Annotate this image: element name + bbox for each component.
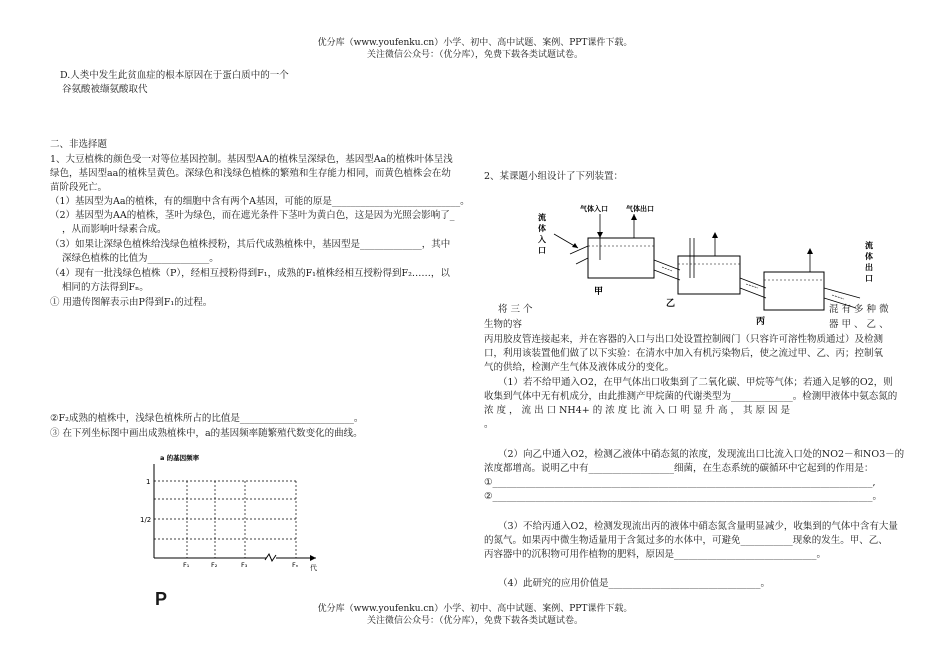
option-d-line2: 谷氨酸被缬氨酸取代	[62, 84, 148, 95]
pipe-yi-bing	[740, 278, 766, 298]
q2-title: 2、某课题小组设计了下列装置：	[484, 171, 624, 182]
page-footer-line1: 优分库（www.youfenku.cn）小学、初中、高中试题、案例、PPT课件下载。	[317, 604, 633, 614]
q1-sub4-line2: 相同的方法得到Fₙ。	[62, 282, 149, 293]
r-q1-line4: 。	[484, 419, 494, 430]
inlet-char-1: 流	[538, 213, 546, 222]
tank-label-yi: 乙	[666, 299, 676, 309]
r-q2-line3: ①________________________________________________________________________________,	[484, 477, 876, 488]
outlet-label	[865, 240, 876, 283]
r-q3-line3: 丙容器中的沉积物可用作植物的肥料，原因是______________________________。	[484, 549, 827, 560]
inlet-pipe	[570, 246, 588, 264]
intro-line1: 丙用胶皮管连接起来，并在容器的入口与出口处设置控制阀门（只容许可溶性物质通过）及检测	[484, 334, 884, 345]
outlet-char-4: 口	[865, 274, 873, 283]
gas-in-label: 气体入口	[580, 205, 608, 213]
graph-title: a 的基因频率	[160, 454, 200, 462]
q1-sub3-line2: 深绿色植株的比值为_____________。	[62, 253, 219, 264]
inlet-char-2: 体	[538, 224, 546, 233]
gas-out-arrow	[631, 214, 637, 220]
q1-sub1: （1）基因型为Aa的植株，有的细胞中含有两个A基因，可能的原是___________________________。	[50, 196, 470, 207]
q1-sub4-b: ②F₂成熟的植株中，浅绿色植株所占的比值是________________________。	[50, 413, 364, 424]
x-tick-f1: F₁	[183, 561, 190, 569]
intro-line2: 口，利用该装置他们做了以下实验：在清水中加入有机污染物后，使之流过甲、乙、丙；控制氧	[484, 348, 884, 359]
option-d-line1: D.人类中发生此贫血症的根本原因在于蛋白质中的一个	[60, 70, 289, 81]
q1-line1: 1、大豆植株的颜色受一对等位基因控制。基因型AA的植株呈深绿色，基因型Aa的植株叶体呈浅	[50, 154, 453, 165]
gas-out-label: 气体出口	[626, 205, 654, 213]
inlet-label	[537, 212, 549, 255]
page-footer-line2: 关注微信公众号：（优分库），免费下载各类试题试卷。	[366, 616, 583, 626]
y-tick-1: 1	[146, 478, 151, 486]
r-q2-line1: （2）向乙中通入O2，检测乙液体中硝态氮的浓度，发现流出口比流入口处的NO2－和NO3－的	[498, 449, 905, 460]
q1-line3: 苗阶段死亡。	[50, 182, 108, 193]
r-q1-line1: （1）若不给甲通入O2，在甲气体出口收集到了二氧化碳、甲烷等气体；若通入足够的O2，则	[498, 377, 893, 388]
x-tick-f3: F₃	[241, 561, 248, 569]
tank-yi	[678, 256, 740, 294]
pipe-jia-yi-arrow	[662, 267, 672, 271]
q1-sub2-line2: ，从而影响叶绿素合成。	[62, 224, 167, 235]
outlet-char-1: 流	[865, 241, 873, 250]
x-tick-f2: F₂	[211, 561, 218, 569]
q1-sub4-a: ① 用遗传图解表示由P得到F₁的过程。	[50, 297, 213, 308]
wrap-right-2: 器 甲 、 乙 、	[829, 319, 889, 330]
gene-frequency-graph	[138, 450, 328, 575]
r-q1-line3: 浓 度 ， 流 出 口 NH4+ 的 浓 度 比 流 入 口 明 显 升 高 ， 其 原 因 是	[484, 405, 791, 416]
outlet-char-2: 体	[865, 252, 873, 261]
inlet-char-3: 入	[538, 235, 546, 244]
r-q4: （4）此研究的应用价值是________________________________。	[498, 578, 771, 589]
outlet-char-3: 出	[865, 263, 873, 272]
tank-label-jia: 甲	[594, 287, 604, 297]
q1-sub2-line1: （2）基因型为AA的植株，茎叶为绿色，而在遮光条件下茎叶为黄白色，这是因为光照会影响了_	[50, 210, 455, 221]
q1-sub3-line1: （3）如果让深绿色植株给浅绿色植株授粉，其后代成熟植株中，基因型是_____________，其中	[50, 239, 451, 250]
q1-sub4-c: ③ 在下列坐标图中画出成熟植株中，a的基因频率随繁殖代数变化的曲线。	[50, 428, 363, 439]
graph-x-arrow	[310, 555, 316, 561]
inlet-arrow-head	[572, 243, 578, 248]
wrap-left-1: 将 三 个	[498, 304, 533, 315]
r-q2-line2: 浓度都增高。说明乙中有__________________细菌，在生态系统的碳循环中它起到的作用是：	[484, 463, 874, 474]
page-header-line2: 关注微信公众号：（优分库），免费下载各类试题试卷。	[366, 50, 583, 60]
section-title: 二、非选择题	[50, 139, 108, 150]
wrap-left-2: 生物的容	[484, 319, 523, 330]
graph-axis-break	[265, 554, 276, 561]
wrap-right-1: 混 有 多 种 微	[829, 304, 889, 315]
tank-jia	[588, 238, 654, 278]
q1-sub4-line1: （4）现有一批浅绿色植株（P），经相互授粉得到F₁，成熟的F₁植株经相互授粉得到F₂……，以	[50, 268, 450, 279]
tank-yi-gas-arrow	[712, 232, 718, 238]
big-letter-p: P	[155, 589, 168, 609]
y-tick-half: 1/2	[140, 516, 152, 524]
r-q1-line2: 收集到气体中无有机成分，由此推测产甲烷菌的代谢类型为_____________。检测甲液体中氨态氮的	[484, 391, 898, 402]
pipe-jia-yi	[654, 260, 680, 280]
x-tick-fn: Fₙ	[292, 561, 299, 569]
tank-bing	[764, 272, 824, 310]
x-axis-unit: 代	[310, 564, 317, 572]
outlet-arrow	[832, 295, 844, 299]
r-q3-line2: 的氮气。如果丙中微生物适量用于含氮过多的水体中，可避免___________现象的发生。甲、乙、	[484, 535, 888, 546]
inlet-char-4: 口	[538, 246, 546, 255]
tank-label-bing: 丙	[756, 317, 766, 327]
r-q3-line1: （3）不给丙通入O2，检测发现流出丙的液体中硝态氮含量明显减少，收集到的气体中含有大量	[498, 521, 898, 532]
tank-bing-gas-arrow	[807, 248, 813, 254]
page-header-line1: 优分库（www.youfenku.cn）小学、初中、高中试题、案例、PPT课件下载。	[317, 38, 633, 48]
gas-in-arrow	[597, 232, 603, 238]
intro-line3: 气的供给，检测产生气体及液体成分的变化。	[484, 362, 675, 373]
r-q2-line4: ②________________________________________________________________________________。	[484, 491, 883, 502]
q1-line2: 绿色，基因型aa的植株呈黄色。深绿色和浅绿色植株的繁殖和生存能力相同，而黄色植株会在幼	[50, 168, 451, 179]
